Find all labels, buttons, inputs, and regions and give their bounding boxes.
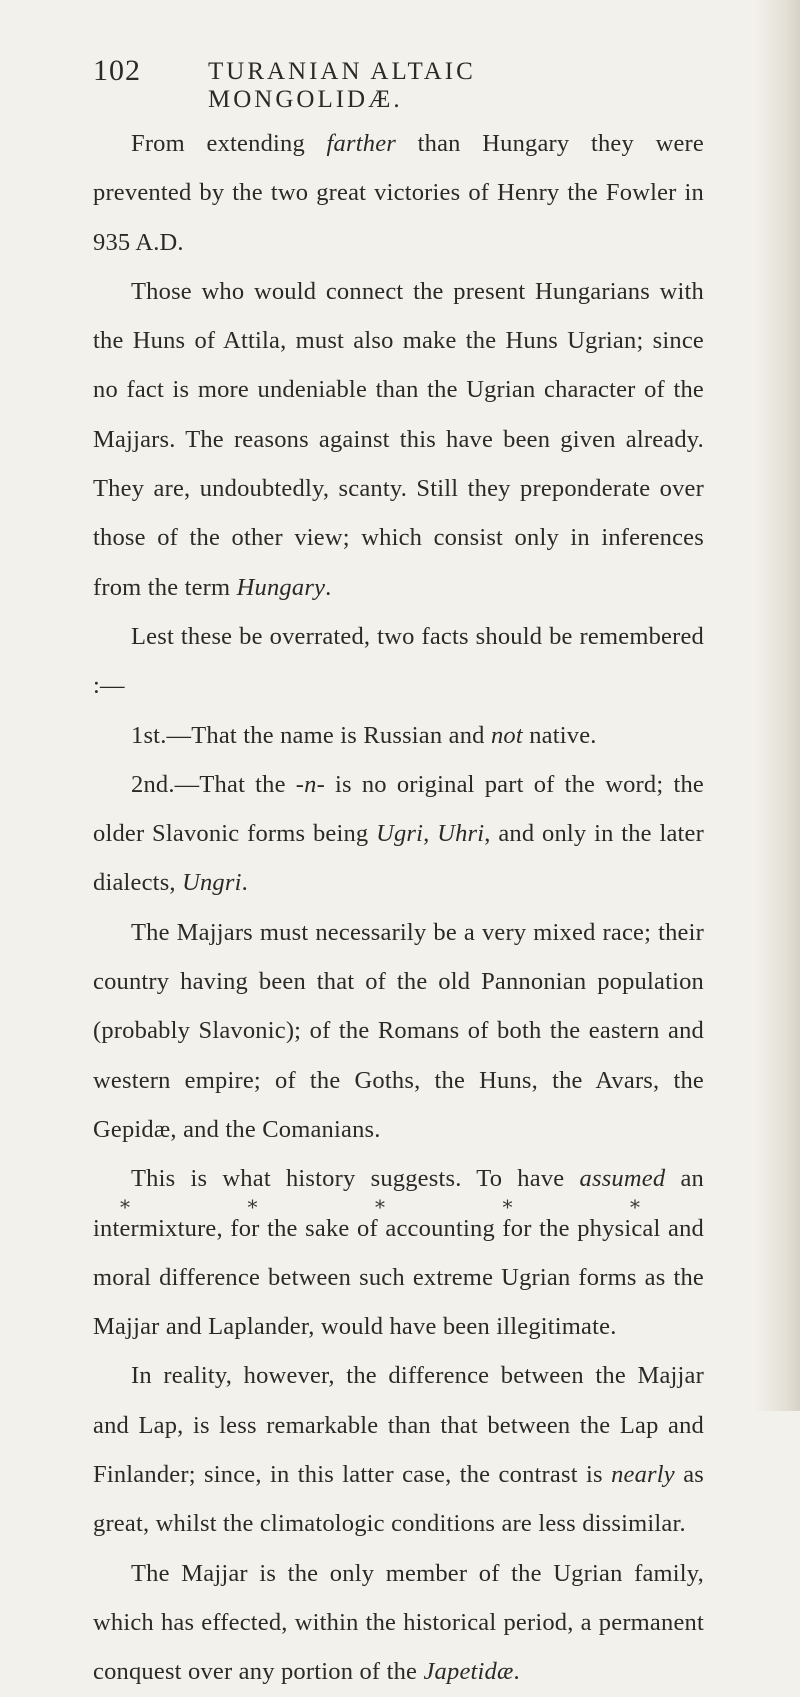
italic-text: Japetidæ bbox=[423, 1658, 514, 1686]
running-head: TURANIAN ALTAIC MONGOLIDÆ. bbox=[208, 58, 476, 113]
asterisk: * bbox=[375, 1195, 385, 1219]
page-edge-shadow bbox=[754, 0, 800, 1411]
asterisk: * bbox=[502, 1195, 513, 1219]
italic-text: Ugri, Uhri bbox=[376, 820, 485, 848]
paragraph-1 bbox=[93, 119, 704, 267]
paragraph-7 bbox=[93, 1154, 704, 1351]
text-run: as great, whilst the climatologic conditions are less dissimilar. bbox=[93, 1461, 704, 1538]
paragraph-9 bbox=[93, 1549, 704, 1697]
text-run: an intermixture, for the sake of accounting for the physical and moral difference between such extreme Ugrian forms as the Majjar and Laplander, would have been illegitimate. bbox=[93, 1165, 704, 1341]
text-run: The Majjar is the only member of the Ugrian family, which has effected, within the historical period, a permanent conquest over any portion of the bbox=[93, 1559, 704, 1686]
italic-text: Ungri bbox=[182, 869, 242, 897]
paragraph-2 bbox=[93, 267, 704, 612]
text-run: This is what history suggests. To have bbox=[131, 1165, 580, 1193]
italic-text: farther bbox=[326, 130, 397, 157]
text-run: . bbox=[513, 1658, 520, 1686]
text-run: than Hungary they were prevented by the two great victories of Henry the Fowler in 935 A.D. bbox=[93, 130, 704, 256]
body-text bbox=[93, 119, 704, 1697]
text-run: 1st.—That the name is Russian and bbox=[131, 721, 491, 749]
italic-text: Hungary bbox=[236, 573, 326, 601]
page-number: 102 bbox=[93, 54, 141, 87]
text-run: - is no original part of the word; the older Slavonic forms being bbox=[93, 770, 704, 848]
asterisk: * bbox=[630, 1195, 640, 1219]
paragraph-4 bbox=[93, 711, 704, 760]
asterisk: * bbox=[247, 1195, 258, 1219]
page-header bbox=[93, 54, 673, 113]
text-run: , and only in the later dialects, bbox=[93, 820, 704, 897]
italic-text: not bbox=[490, 721, 523, 749]
section-separator bbox=[120, 1195, 640, 1219]
text-run: The Majjars must necessarily be a very mixed race; their country having been that of the old Pannonian population (probably Slavonic); of the Romans of both the eastern and western empire; of the Goths, the Huns, the Avars, the Gepidæ, and the Comanians. bbox=[93, 918, 704, 1143]
italic-text: assumed bbox=[579, 1165, 666, 1193]
italic-text: n bbox=[304, 770, 317, 798]
paragraph-3 bbox=[93, 612, 704, 711]
paragraph-8 bbox=[93, 1351, 704, 1548]
paragraph-5 bbox=[93, 760, 704, 908]
text-run: Lest these be overrated, two facts should be remembered :— bbox=[93, 622, 704, 700]
text-run: native. bbox=[522, 721, 597, 749]
text-run: From extending bbox=[131, 130, 327, 157]
text-run: In reality, however, the difference between the Majjar and Lap, is less remarkable than that between the Lap and Finlander; since, in this latter case, the contrast is bbox=[93, 1362, 704, 1489]
asterisk: * bbox=[120, 1195, 130, 1219]
italic-text: nearly bbox=[611, 1461, 675, 1489]
paragraph-6 bbox=[93, 908, 704, 1154]
text-run: . bbox=[325, 573, 332, 601]
text-run: 2nd.—That the - bbox=[131, 770, 305, 798]
text-run: . bbox=[241, 869, 248, 897]
text-run: Those who would connect the present Hungarians with the Huns of Attila, must also make the Huns Ugrian; since no fact is more undeniable than the Ugrian character of the Majjars. The reasons against this have been given already. They are, undoubtedly, scanty. Still they preponderate over those of the other view; which consist only in inferences from the term bbox=[93, 277, 704, 601]
